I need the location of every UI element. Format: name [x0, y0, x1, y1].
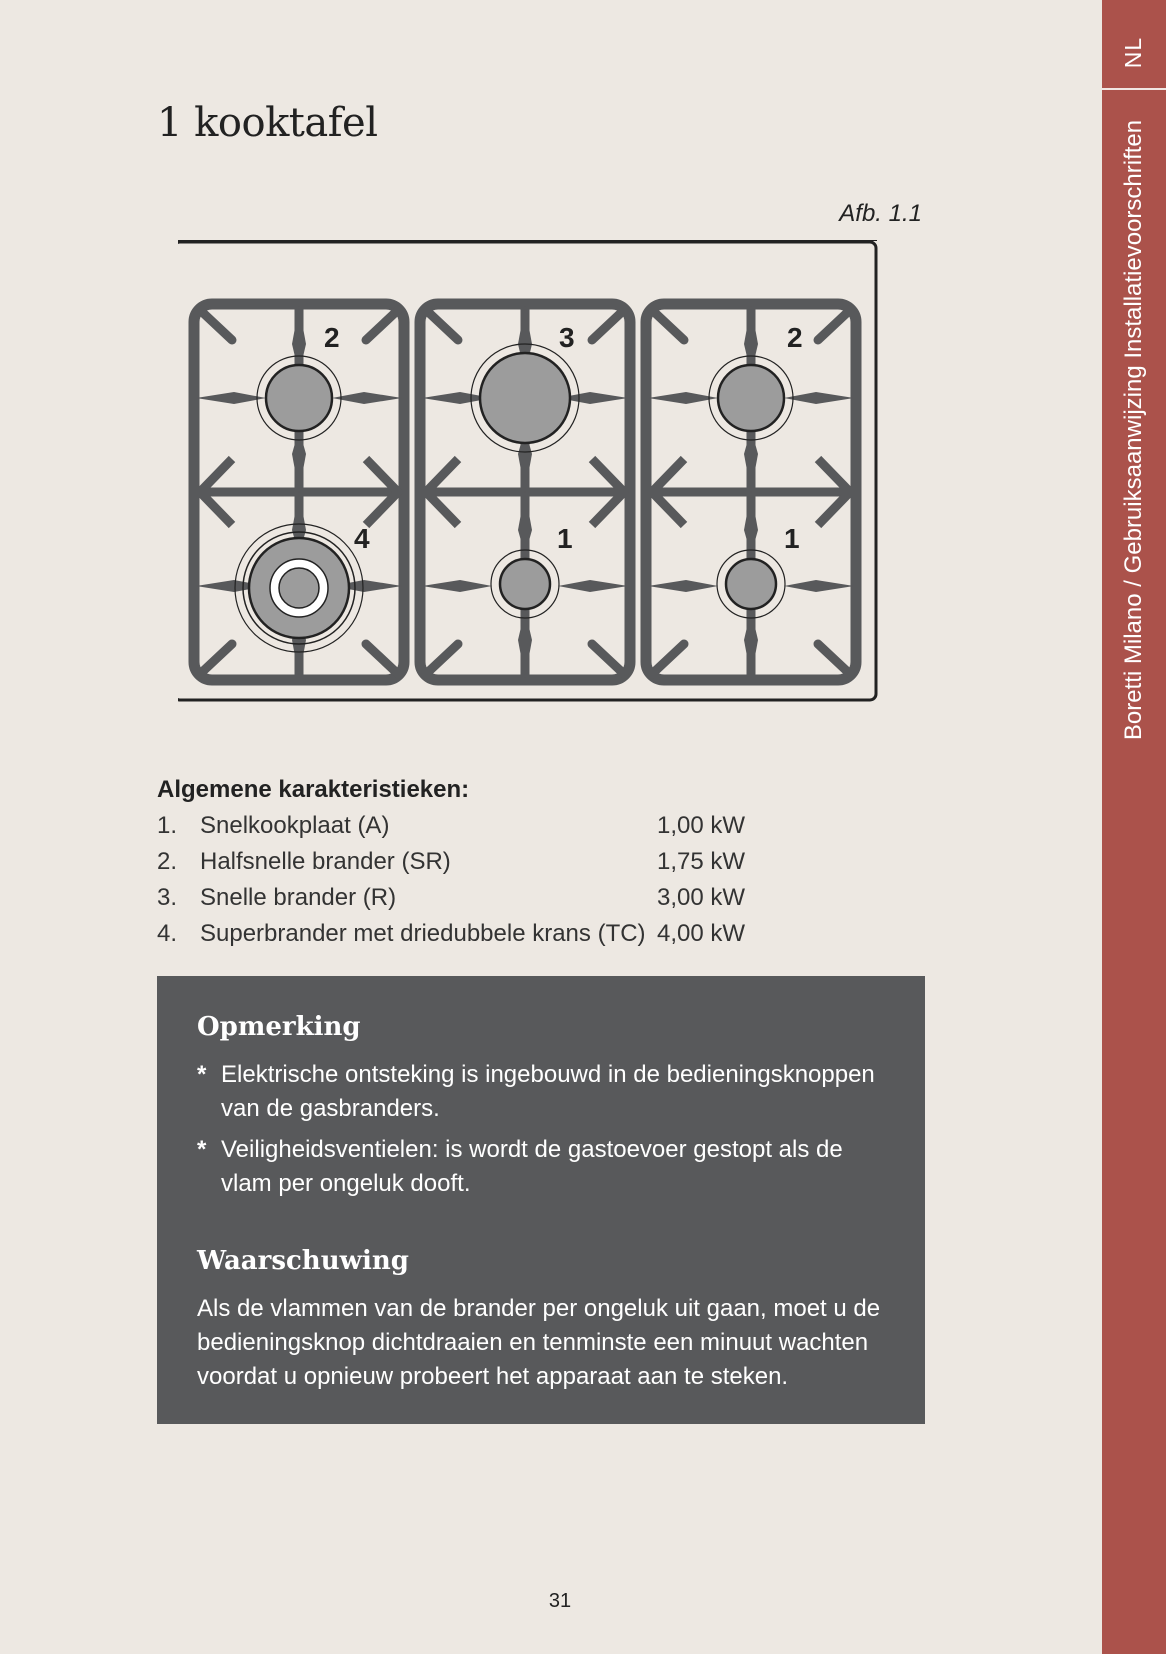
- note-bullet-text: Veiligheidsventielen: is wordt de gastoevoer gestopt als de vlam per ongeluk dooft.: [221, 1136, 843, 1197]
- grate-right: [646, 304, 856, 680]
- side-tab: [1102, 0, 1166, 1654]
- burner-number-label: 4: [354, 523, 370, 554]
- burner-number-label: 1: [557, 523, 573, 554]
- spec-number: 2.: [157, 848, 178, 875]
- burner-triple-crown: [235, 524, 363, 652]
- spec-label: Snelle brander (R): [200, 884, 397, 911]
- warning-text: Als de vlammen van de brander per ongeluk uit gaan, moet u de bedieningsknop dichtdraaien en tenminste een minuut wachten voordat u opnieuw probeert het apparaat aan te steken.: [197, 1295, 881, 1390]
- spec-row: [157, 884, 797, 920]
- spec-value: 4,00 kW: [657, 920, 746, 947]
- burner-number-label: 3: [559, 322, 575, 353]
- spec-number: 1.: [157, 812, 178, 839]
- burner-semi-rapid-right: [709, 356, 793, 440]
- specs-heading: Algemene karakteristieken:: [157, 776, 470, 803]
- spec-label: Snelkookplaat (A): [200, 812, 390, 839]
- spec-value: 1,00 kW: [657, 812, 746, 839]
- spec-value: 3,00 kW: [657, 884, 746, 911]
- note-bullet: [197, 1058, 887, 1126]
- burner-semi-rapid-left: [257, 356, 341, 440]
- burner-auxiliary-middle: [491, 550, 559, 618]
- note-bullet: [197, 1133, 887, 1201]
- warning-title: Waarschuwing: [197, 1246, 409, 1276]
- burner-auxiliary-right: [717, 550, 785, 618]
- burner-number-label: 1: [784, 523, 800, 554]
- burner-number-label: 2: [787, 322, 803, 353]
- spec-row: [157, 848, 797, 884]
- note-bullet-text: Elektrische ontsteking is ingebouwd in de bedieningsknoppen van de gasbranders.: [221, 1061, 875, 1122]
- note-box: [157, 976, 925, 1424]
- figure-label: Afb. 1.1: [839, 200, 922, 227]
- spec-label: Halfsnelle brander (SR): [200, 848, 451, 875]
- language-code: NL: [1120, 36, 1147, 68]
- cooktop-diagram: [178, 240, 924, 740]
- spec-row: [157, 812, 797, 848]
- spec-label: Superbrander met driedubbele krans (TC): [200, 920, 646, 947]
- burner-rapid: [471, 344, 579, 452]
- spec-value: 1,75 kW: [657, 848, 746, 875]
- burner-number-label: 2: [324, 322, 340, 353]
- bullet-star: *: [197, 1136, 207, 1163]
- spec-number: 4.: [157, 920, 178, 947]
- bullet-star: *: [197, 1061, 207, 1088]
- spec-row: [157, 920, 797, 956]
- page-title: 1 kooktafel: [157, 100, 378, 146]
- sidebar-title: Boretti Milano / Gebruiksaanwijzing Installatievoorschriften: [1120, 119, 1147, 741]
- language-tab: [1102, 30, 1166, 74]
- spec-number: 3.: [157, 884, 178, 911]
- page-number: 31: [548, 1590, 572, 1612]
- note-title: Opmerking: [197, 1012, 361, 1042]
